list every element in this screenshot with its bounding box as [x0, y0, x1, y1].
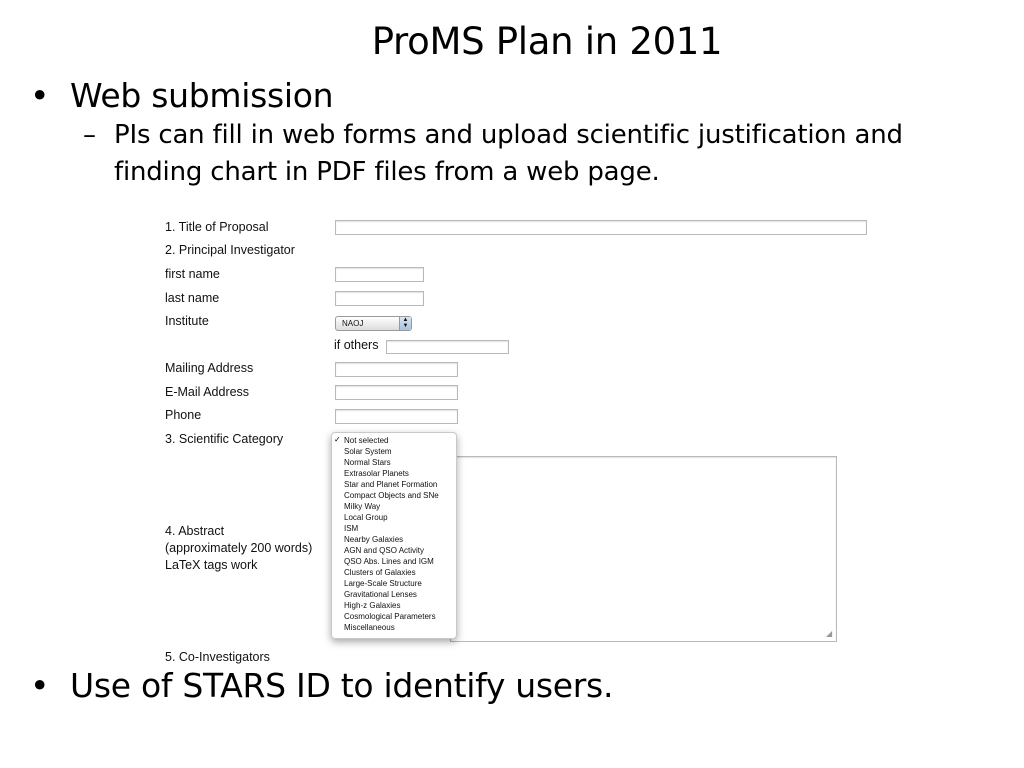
- category-option[interactable]: Milky Way: [344, 502, 381, 511]
- label-last-name: last name: [165, 291, 220, 305]
- label-title-of-proposal: 1. Title of Proposal: [165, 220, 269, 234]
- category-option[interactable]: ISM: [344, 524, 359, 533]
- bullet-dot: •: [30, 76, 50, 115]
- label-principal-investigator: 2. Principal Investigator: [165, 243, 295, 257]
- bullet-text: Use of STARS ID to identify users.: [70, 666, 614, 705]
- sub-bullet-dash: –: [83, 120, 96, 150]
- mailing-address-input[interactable]: [335, 362, 458, 377]
- category-option[interactable]: Compact Objects and SNe: [344, 491, 439, 500]
- label-co-investigators: 5. Co-Investigators: [165, 650, 270, 664]
- if-others-input[interactable]: [386, 340, 509, 354]
- category-option[interactable]: Nearby Galaxies: [344, 535, 404, 544]
- category-option[interactable]: Gravitational Lenses: [344, 590, 417, 599]
- institute-select-value: NAOJ: [342, 319, 364, 328]
- first-name-input[interactable]: [335, 267, 424, 282]
- institute-select[interactable]: [335, 316, 412, 331]
- phone-input[interactable]: [335, 409, 458, 424]
- email-address-input[interactable]: [335, 385, 458, 400]
- label-phone: Phone: [165, 408, 202, 422]
- updown-arrows-icon: ▲ ▼: [399, 317, 411, 330]
- category-option[interactable]: Not selected: [344, 436, 389, 445]
- sub-bullet-text: PIs can fill in web forms and upload scientific justification and finding chart in PDF files from a web page.: [114, 120, 903, 187]
- category-option[interactable]: Normal Stars: [344, 458, 391, 467]
- resize-grip-icon[interactable]: ◢: [826, 629, 833, 638]
- label-if-others: if others: [334, 338, 379, 352]
- category-option[interactable]: Large-Scale Structure: [344, 579, 422, 588]
- label-latex-note: LaTeX tags work: [165, 558, 258, 572]
- category-option[interactable]: AGN and QSO Activity: [344, 546, 425, 555]
- check-icon: ✓: [334, 435, 341, 444]
- category-option[interactable]: Miscellaneous: [344, 623, 395, 632]
- category-option[interactable]: Local Group: [344, 513, 388, 522]
- category-option[interactable]: Extrasolar Planets: [344, 469, 409, 478]
- category-option[interactable]: High-z Galaxies: [344, 601, 401, 610]
- category-option[interactable]: Cosmological Parameters: [344, 612, 436, 621]
- category-option[interactable]: Star and Planet Formation: [344, 480, 438, 489]
- last-name-input[interactable]: [335, 291, 424, 306]
- label-abstract: 4. Abstract: [165, 524, 225, 538]
- label-first-name: first name: [165, 267, 220, 281]
- label-scientific-category: 3. Scientific Category: [165, 432, 284, 446]
- category-option[interactable]: Clusters of Galaxies: [344, 568, 416, 577]
- bullet-text: Web submission: [70, 76, 334, 115]
- category-option[interactable]: Solar System: [344, 447, 392, 456]
- abstract-textarea[interactable]: [450, 456, 837, 642]
- category-option[interactable]: QSO Abs. Lines and IGM: [344, 557, 434, 566]
- slide-title: ProMS Plan in 2011: [371, 20, 723, 63]
- title-of-proposal-input[interactable]: [335, 220, 867, 235]
- label-email-address: E-Mail Address: [165, 385, 250, 399]
- label-mailing-address: Mailing Address: [165, 361, 254, 375]
- label-institute: Institute: [165, 314, 209, 328]
- label-abstract-note: (approximately 200 words): [165, 541, 313, 555]
- bullet-dot: •: [30, 666, 50, 705]
- category-dropdown-menu[interactable]: [331, 432, 457, 639]
